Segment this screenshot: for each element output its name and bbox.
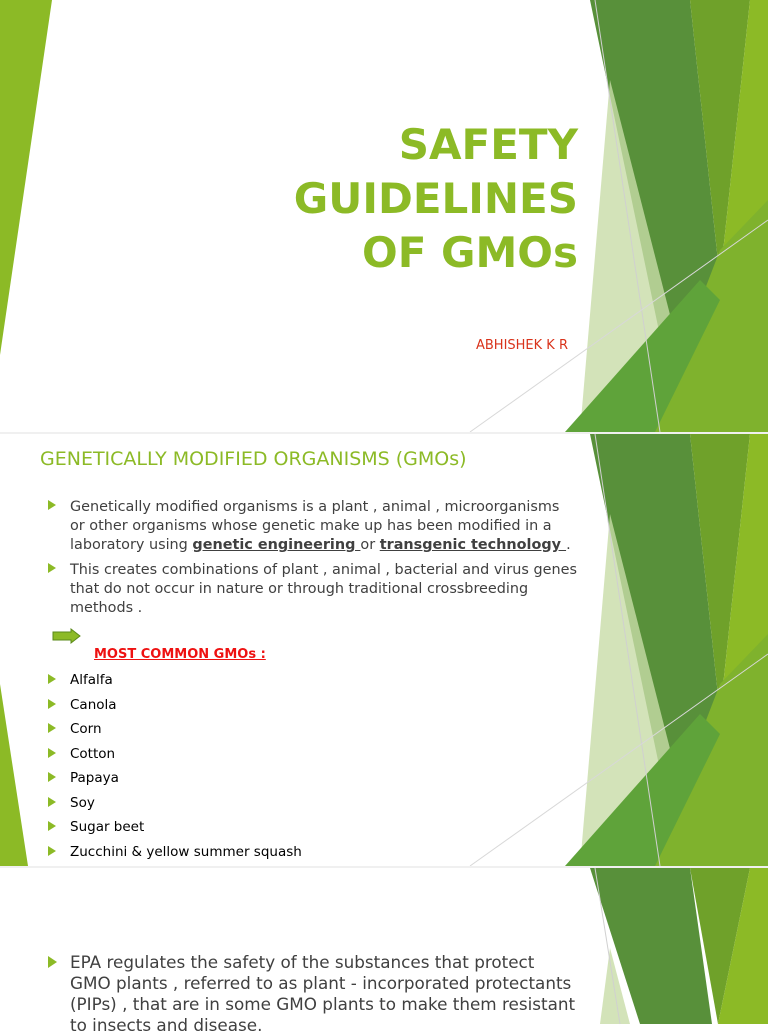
bullet-list [48, 498, 578, 624]
list-item-label: Alfalfa [70, 672, 113, 688]
bullet-arrow-icon [48, 772, 56, 782]
bullet-item [48, 498, 578, 555]
bullet-arrow-icon [48, 500, 56, 510]
list-item-label: Papaya [70, 770, 119, 786]
title-slide [0, 0, 768, 432]
list-item [48, 842, 302, 867]
bullet-arrow-icon [48, 748, 56, 758]
gmo-list [48, 670, 302, 866]
bullet-text: This creates combinations of plant , animal , bacterial and virus genes that do not occur in nature or through traditional crossbreeding methods . [70, 562, 577, 616]
list-item [48, 695, 302, 720]
bullet-arrow-icon [48, 821, 56, 831]
list-item [48, 768, 302, 793]
bullet-text: EPA regulates the safety of the substances that protect GMO plants , referred to as plant - incorporated protectants (PIPs) , that are in some GMO plants to make them resistant to insects and disease. [70, 952, 576, 1035]
list-item-label: Zucchini & yellow summer squash [70, 843, 302, 860]
list-item-label: Canola [70, 696, 117, 713]
bullet-item [48, 952, 578, 1036]
title-line: OF GMOs [362, 228, 578, 277]
transgenic-technology-link[interactable]: transgenic technology [379, 537, 567, 553]
bullet-list [48, 952, 578, 1036]
bullet-arrow-icon [48, 956, 57, 968]
list-item [48, 744, 302, 769]
list-item-label: Sugar beet [70, 819, 145, 835]
bullet-text: or [360, 537, 380, 553]
bullet-arrow-icon [48, 699, 56, 709]
bullet-arrow-icon [48, 674, 56, 684]
list-item [48, 719, 302, 744]
bullet-arrow-icon [48, 723, 56, 733]
bullet-text: . [566, 537, 571, 553]
bullet-item [48, 561, 578, 618]
left-green-sliver [0, 684, 28, 866]
list-item-label: Corn [70, 721, 102, 737]
genetic-engineering-link[interactable]: genetic engineering [192, 537, 361, 553]
slide-title [294, 118, 578, 280]
title-line: GUIDELINES [293, 174, 578, 223]
left-green-sliver [0, 0, 52, 355]
content-slide [0, 868, 768, 1035]
title-line: SAFETY [398, 120, 578, 169]
list-item-label: Soy [70, 794, 95, 811]
list-item [48, 817, 302, 842]
bullet-arrow-icon [48, 563, 56, 573]
right-arrow-icon [52, 628, 82, 644]
bullet-arrow-icon [48, 797, 56, 807]
bullet-arrow-icon [48, 846, 56, 856]
slide-heading: GENETICALLY MODIFIED ORGANISMS (GMOs) [40, 448, 467, 470]
content-slide [0, 434, 768, 866]
common-gmos-heading: MOST COMMON GMOs : [94, 647, 266, 662]
bullet-text: Genetically modified organisms is a plant , animal , microorganisms or other organisms whose genetic make up has been modified in a laboratory using [70, 499, 560, 553]
list-item [48, 793, 302, 818]
author-name: ABHISHEK K R [475, 338, 568, 353]
list-item [48, 670, 302, 695]
list-item-label: Cotton [70, 745, 116, 762]
